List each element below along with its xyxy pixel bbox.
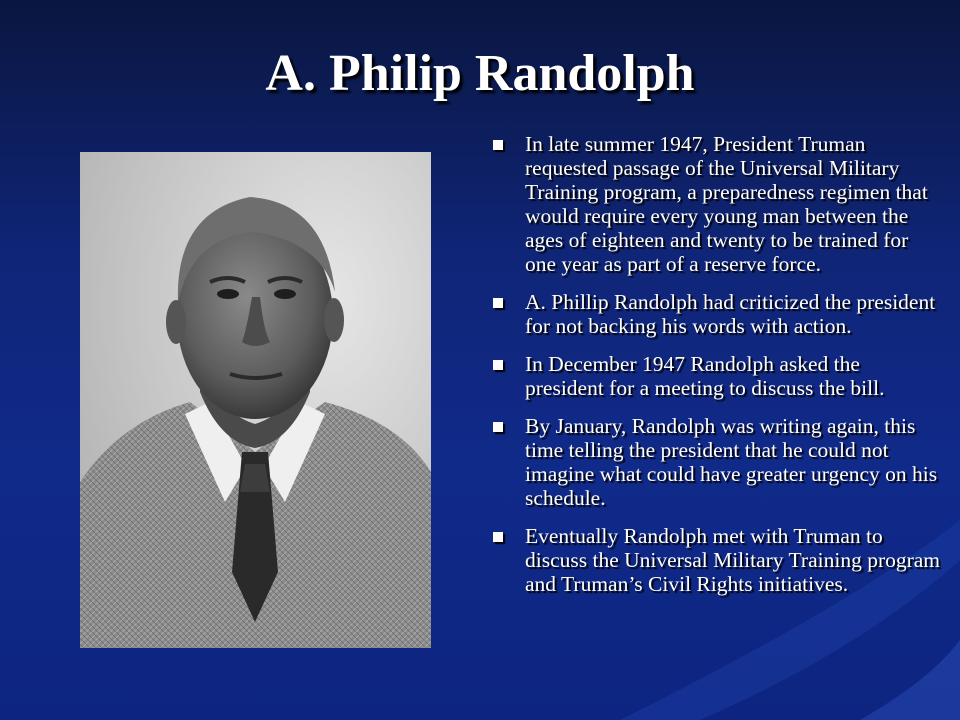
bullet-item: [490, 524, 942, 596]
bullet-text: A. Phillip Randolph had criticized the president for not backing his words with action.: [525, 290, 936, 338]
slide-title: A. Philip Randolph: [265, 45, 695, 102]
square-bullet-icon: [493, 532, 503, 542]
bullet-text: Eventually Randolph met with Truman to discuss the Universal Military Training program and Truman’s Civil Rights initiatives.: [525, 524, 941, 596]
bullet-item: [490, 132, 942, 276]
bullet-text: In late summer 1947, President Truman requested passage of the Universal Military Training program, a preparedness regimen that would require every young man between the ages of eighteen and twenty to be trained for one year as part of a reserve force.: [525, 132, 928, 276]
bullet-list: [490, 132, 942, 610]
bullet-item: [490, 290, 942, 338]
square-bullet-icon: [493, 140, 503, 150]
bullet-item: [490, 414, 942, 510]
portrait-photo: [80, 152, 431, 648]
square-bullet-icon: [493, 298, 503, 308]
bullet-text: In December 1947 Randolph asked the president for a meeting to discuss the bill.: [525, 352, 885, 400]
square-bullet-icon: [493, 360, 503, 370]
bullet-text: By January, Randolph was writing again, this time telling the president that he could not imagine what could have greater urgency on his schedule.: [525, 414, 938, 510]
square-bullet-icon: [493, 422, 503, 432]
bullet-item: [490, 352, 942, 400]
